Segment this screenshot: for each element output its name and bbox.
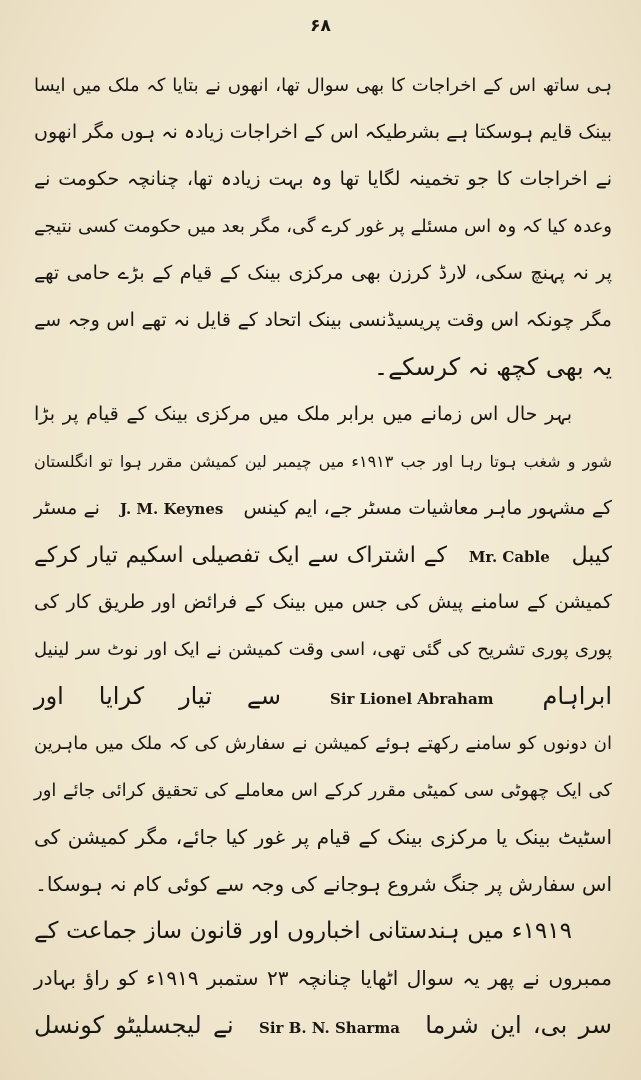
paragraph-start-line: ۱۹۱۹ء میں ہندستانی اخباروں اور قانون ساز جماعت کے — [34, 918, 572, 944]
text-line: اس سفارش پر جنگ شروع ہوجانے کی وجہ سے کوئی کام نہ ہوسکا۔ — [35, 872, 612, 896]
text-line: پوری پوری تشریح کی گئی تھی، اسی وقت کمیشن نے ایک اور نوٹ سر لینیل — [34, 639, 612, 660]
text-line: شور و شغب ہوتا رہا اور جب ۱۹۱۳ء میں چیمبر لین کمیشن مقرر ہوا تو انگلستان — [34, 452, 612, 471]
text-line-with-english — [34, 1002, 612, 1049]
urdu-text: نے مسٹر — [34, 497, 100, 519]
urdu-text: نے لیجسلیٹو کونسل — [34, 1011, 234, 1039]
urdu-text: ابراہام — [542, 682, 613, 710]
text-line: پر نہ پہنچ سکی، لارڈ کرزن بھی مرکزی بینک کے قیام کے بڑے حامی تھے — [34, 262, 612, 284]
text-line: وعدہ کیا کہ وہ اس مسئلے پر غور کرے گی، مگر بعد میں حکومت کسی نتیجے — [34, 216, 612, 237]
text-line-with-english — [34, 485, 612, 532]
text-line: بینک قایم ہوسکتا ہے بشرطیکہ اس کے اخراجات زیادہ نہ ہوں مگر انھوں — [34, 121, 612, 143]
text-line: ان دونوں کو سامنے رکھتے ہوئے کمیشن نے سفارش کی کہ ملک میں ماہرین — [34, 733, 612, 754]
page-number: ۶۸ — [310, 16, 331, 36]
text-line: مگر چونکہ اس وقت پریسیڈنسی بینک اتحاد کے قایل نہ تھے اس وجہ سے — [34, 309, 612, 331]
urdu-text: سے تیار کرایا اور — [34, 682, 282, 710]
text-line-with-english — [34, 673, 612, 720]
text-line: یہ بھی کچھ نہ کرسکے۔ — [374, 353, 612, 381]
text-line: ہی ساتھ اس کے اخراجات کا بھی سوال تھا، انھوں نے بتایا کہ ملک میں ایسا — [34, 75, 612, 96]
urdu-text: کے مشہور ماہر معاشیات مسٹر جے، ایم کینس — [243, 497, 613, 519]
english-name: Sir B. N. Sharma — [258, 1019, 400, 1037]
english-name: Sir Lionel Abraham — [330, 690, 494, 708]
urdu-text: کیبل — [571, 543, 613, 568]
english-name: Mr. Cable — [468, 548, 550, 566]
paragraph-start-line: بہر حال اس زمانے میں برابر ملک میں مرکزی بینک کے قیام پر بڑا — [34, 403, 572, 425]
text-line: نے اخراجات کا جو تخمینہ لگایا تھا وہ بہت زیادہ تھا، چنانچہ حکومت نے — [34, 168, 612, 190]
text-line: ممبروں نے پھر یہ سوال اٹھایا چنانچہ ۲۳ ستمبر ۱۹۱۹ء کو راؤ بہادر — [34, 966, 613, 990]
urdu-text: سر بی، این شرما — [425, 1011, 612, 1039]
english-name: J. M. Keynes — [120, 500, 224, 518]
text-line: کی ایک چھوٹی سی کمیٹی مقرر کرکے اس معاملے کی تحقیق کرائی جائے اور — [34, 780, 612, 801]
text-line: کمیشن کے سامنے پیش کی جس میں بینک کے فرائض اور طریق کار کی — [34, 591, 612, 613]
urdu-text: کے اشتراک سے ایک تفصیلی اسکیم تیار کرکے — [34, 543, 447, 568]
text-line-with-english — [34, 532, 612, 579]
page-body — [34, 62, 612, 1049]
text-line: اسٹیٹ بینک یا مرکزی بینک کے قیام پر غور کیا جائے، مگر کمیشن کی — [34, 825, 612, 849]
